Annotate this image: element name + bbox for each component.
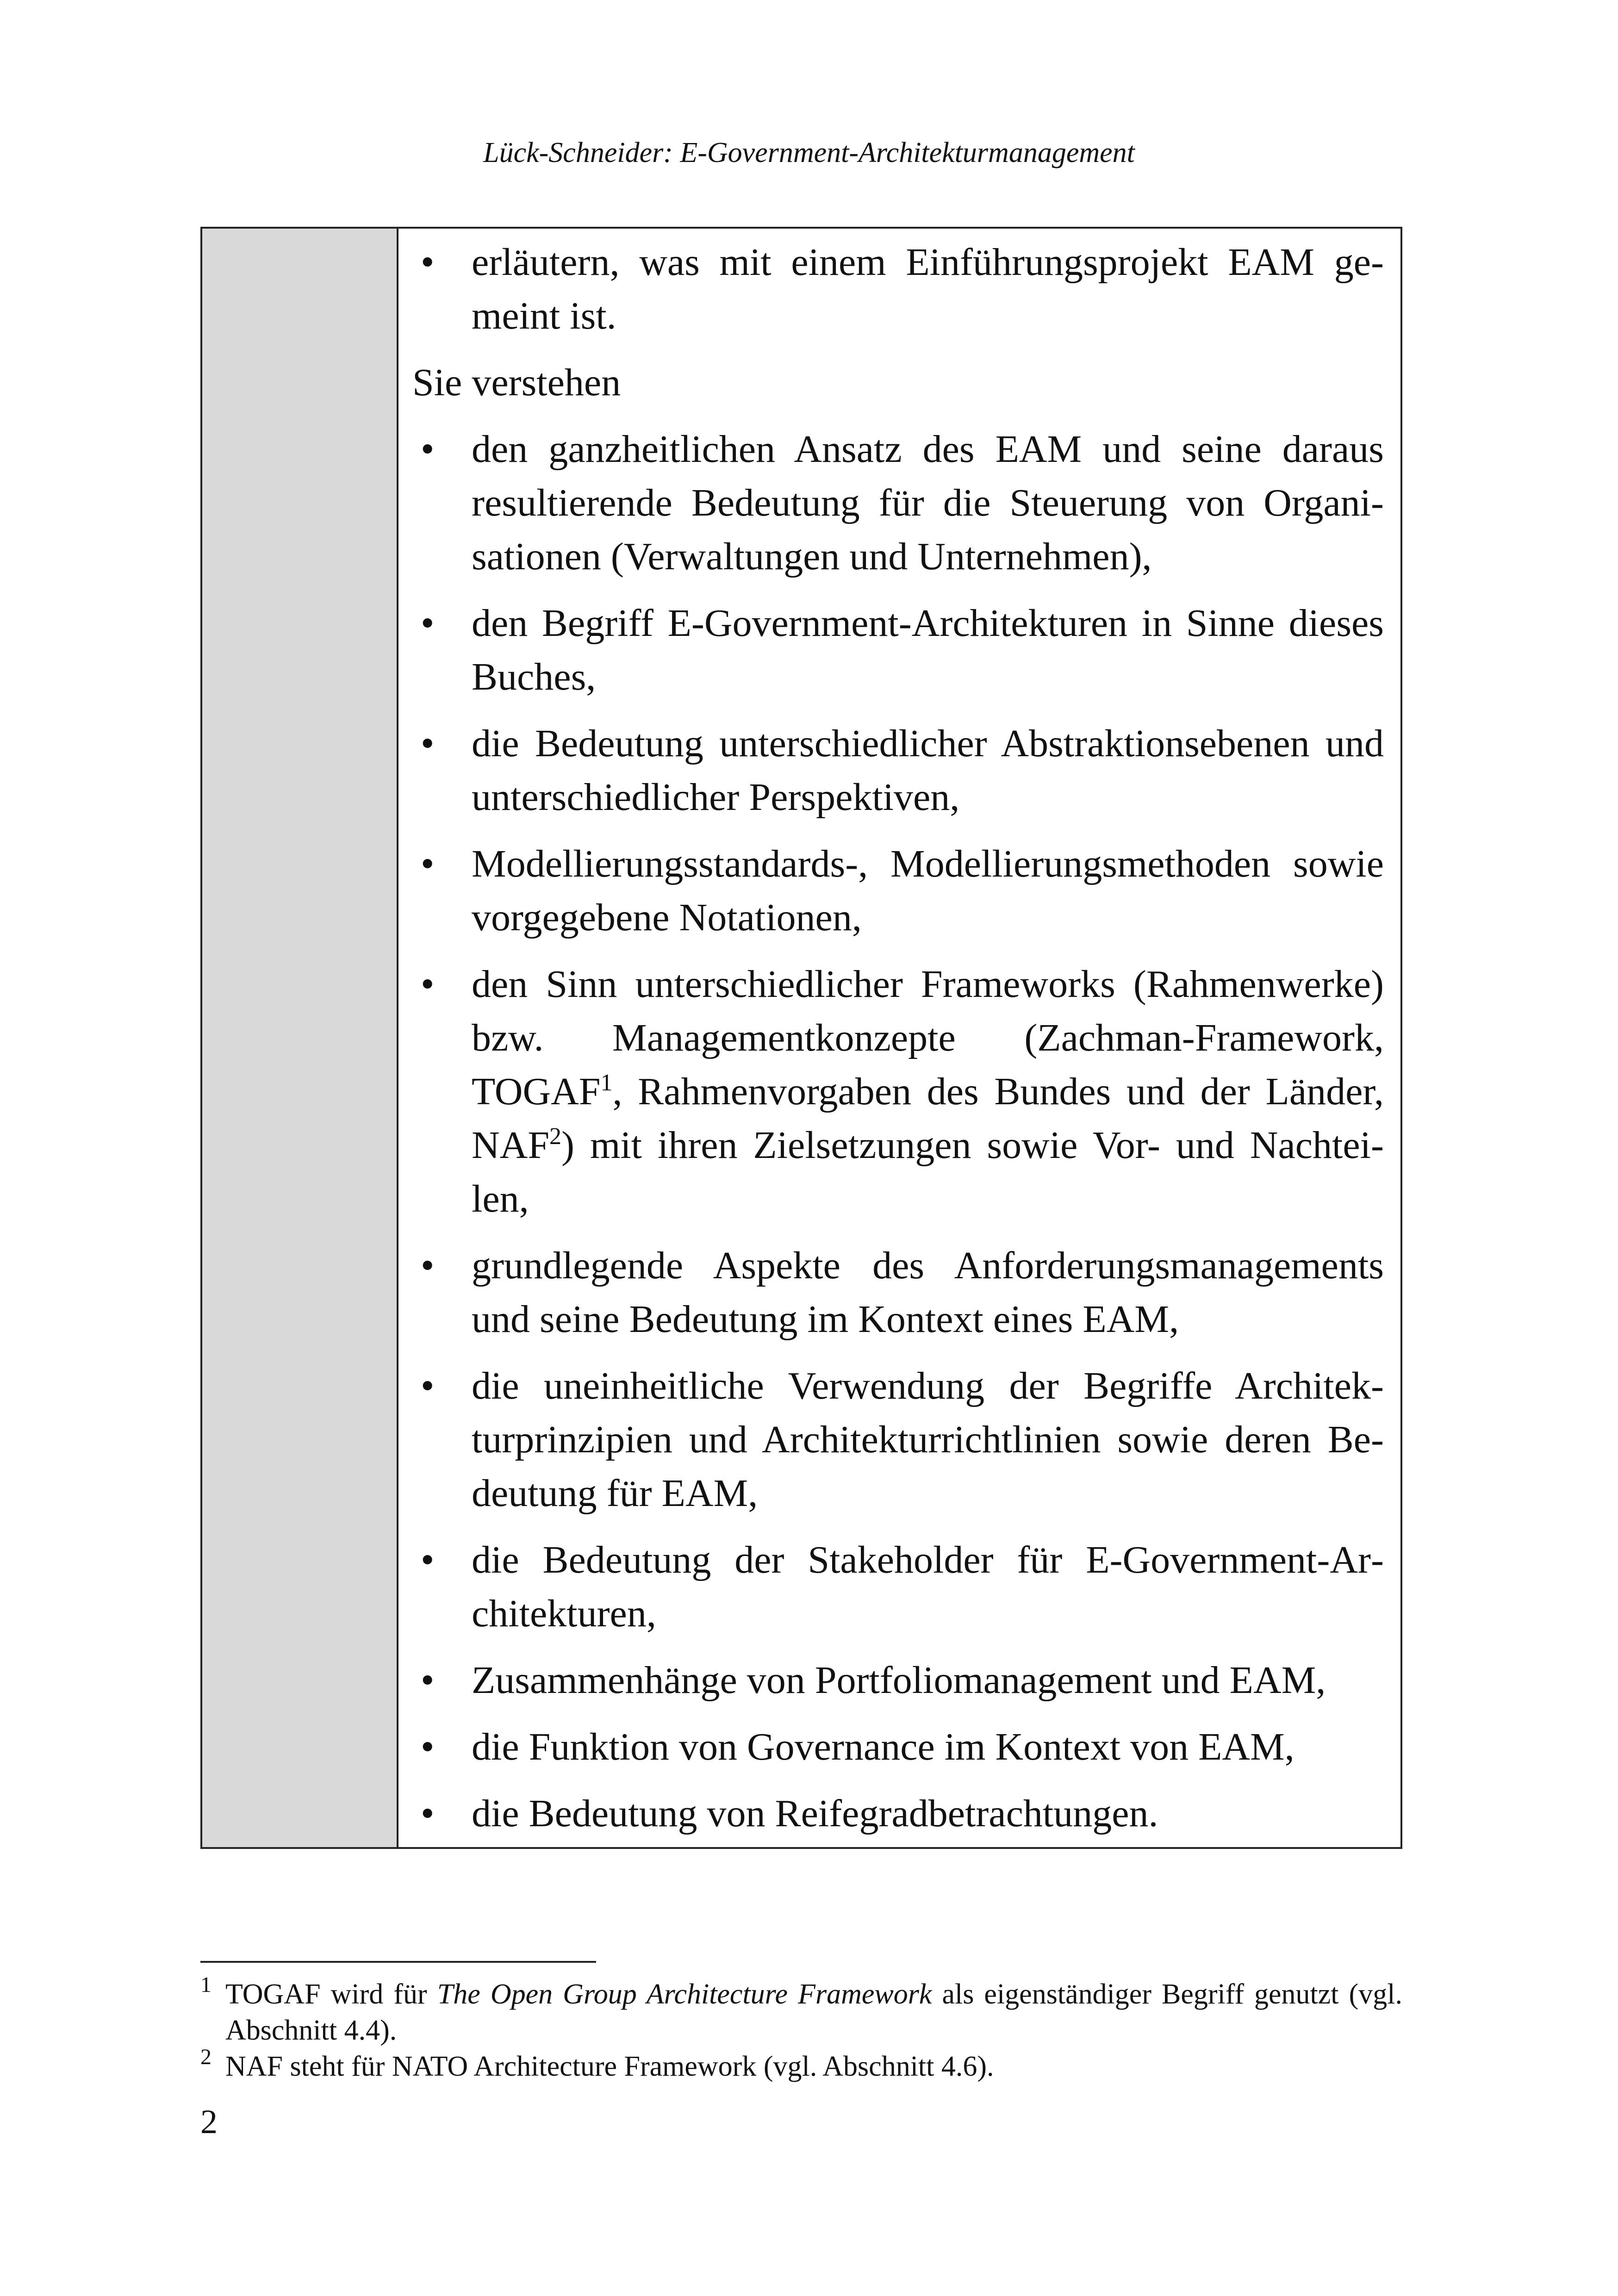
bullet-icon: •: [421, 428, 435, 471]
running-header: Lück-Schneider: E-Government-Architekturmanagement: [483, 137, 1135, 168]
list-item-frameworks: [412, 958, 1384, 1226]
bullet-icon: •: [421, 1364, 435, 1407]
footnote-text-italic: The Open Group Architecture Framework: [437, 1979, 932, 2010]
list-item-text: Modellierungsstandards-, Modellierungsmethoden sowie vorgegebene Notationen,: [472, 842, 1384, 939]
lead-in-text: Sie verstehen: [412, 361, 621, 404]
footnote-separator: [200, 1961, 596, 1963]
list-item: [412, 1239, 1384, 1346]
frameworks-text-part-2: , Rahmenvorgaben des Bundes und der Länder, NAF: [472, 1070, 1384, 1167]
footnote-1: [200, 1972, 1402, 2048]
list-item-text: Zusammenhänge von Portfoliomanagement und EAM,: [472, 1659, 1326, 1702]
bullet-icon: •: [421, 602, 435, 645]
learning-goals-box: [200, 227, 1402, 1849]
bullet-icon: •: [421, 1659, 435, 1702]
footnote-ref-2[interactable]: 2: [549, 1123, 562, 1150]
list-item: [412, 1359, 1384, 1520]
list-item-text: [472, 963, 1384, 1220]
bullet-icon: •: [421, 1725, 435, 1768]
shaded-margin-column: [202, 229, 398, 1847]
bullet-icon: •: [421, 241, 435, 284]
list-item-text: die uneinheitliche Verwendung der Begriffe Architekturprinzipien und Architekturrichtlinien sowie deren Bedeutung für EAM,: [472, 1364, 1384, 1515]
list-item: [412, 236, 1384, 343]
learning-goals-text: [398, 229, 1400, 1847]
goals-bullet-list: [412, 423, 1384, 1841]
frameworks-text-part-1: den Sinn unterschiedlicher Frameworks (Rahmenwerke) bzw. Managementkonzepte (Zachman-Framework, TOGAF: [472, 963, 1384, 1113]
bullet-icon: •: [421, 1244, 435, 1287]
bullet-icon: •: [421, 722, 435, 765]
list-item: [412, 1533, 1384, 1641]
footnote-text-part-1: TOGAF wird für: [225, 1979, 437, 2010]
list-item-text: die Bedeutung unterschiedlicher Abstraktionsebenen und unterschiedlicher Perspektiven,: [472, 722, 1384, 819]
bullet-icon: •: [421, 963, 435, 1006]
list-item-text: den Begriff E-Government-Architekturen in Sinne dieses Buches,: [472, 602, 1384, 698]
footnote-ref-1[interactable]: 1: [600, 1070, 613, 1096]
footnote-2: [200, 2045, 1402, 2084]
footnote-number: 1: [200, 1972, 212, 1997]
list-item-text: die Bedeutung von Reifegradbetrachtungen.: [472, 1792, 1158, 1835]
intro-bullet-list: [412, 236, 1384, 343]
list-item: [412, 837, 1384, 945]
footnote-number: 2: [200, 2045, 212, 2069]
list-item-text: die Bedeutung der Stakeholder für E-Government-Architekturen,: [472, 1538, 1384, 1635]
footnotes: [200, 1972, 1402, 2084]
footnote-text: NAF steht für NATO Architecture Framework (vgl. Abschnitt 4.6).: [225, 2051, 994, 2082]
bullet-icon: •: [421, 1538, 435, 1581]
list-item-text: die Funktion von Governance im Kontext von EAM,: [472, 1725, 1294, 1768]
list-item: [412, 717, 1384, 824]
list-item: [412, 1654, 1384, 1707]
list-item-text: erläutern, was mit einem Einführungsprojekt EAM gemeint ist.: [472, 241, 1384, 337]
list-item-text: grundlegende Aspekte des Anforderungsmanagements und seine Bedeutung im Kontext eines EAM,: [472, 1244, 1384, 1341]
list-item: [412, 597, 1384, 704]
list-item: [412, 1720, 1384, 1774]
page-number: 2: [200, 2103, 218, 2141]
list-item-text: den ganzheitlichen Ansatz des EAM und seine daraus resultierende Bedeutung für die Steuerung von Organisationen (Verwaltungen und Unternehmen),: [472, 428, 1384, 578]
bullet-icon: •: [421, 842, 435, 885]
list-item: [412, 423, 1384, 584]
footnote-text-part-2: als eigenständiger Begriff genutzt (vgl. Abschnitt 4.4).: [225, 1979, 1402, 2046]
frameworks-text-part-3: ) mit ihren Zielsetzungen sowie Vor- und Nachteilen,: [472, 1124, 1384, 1220]
list-item: [412, 1787, 1384, 1841]
bullet-icon: •: [421, 1792, 435, 1835]
